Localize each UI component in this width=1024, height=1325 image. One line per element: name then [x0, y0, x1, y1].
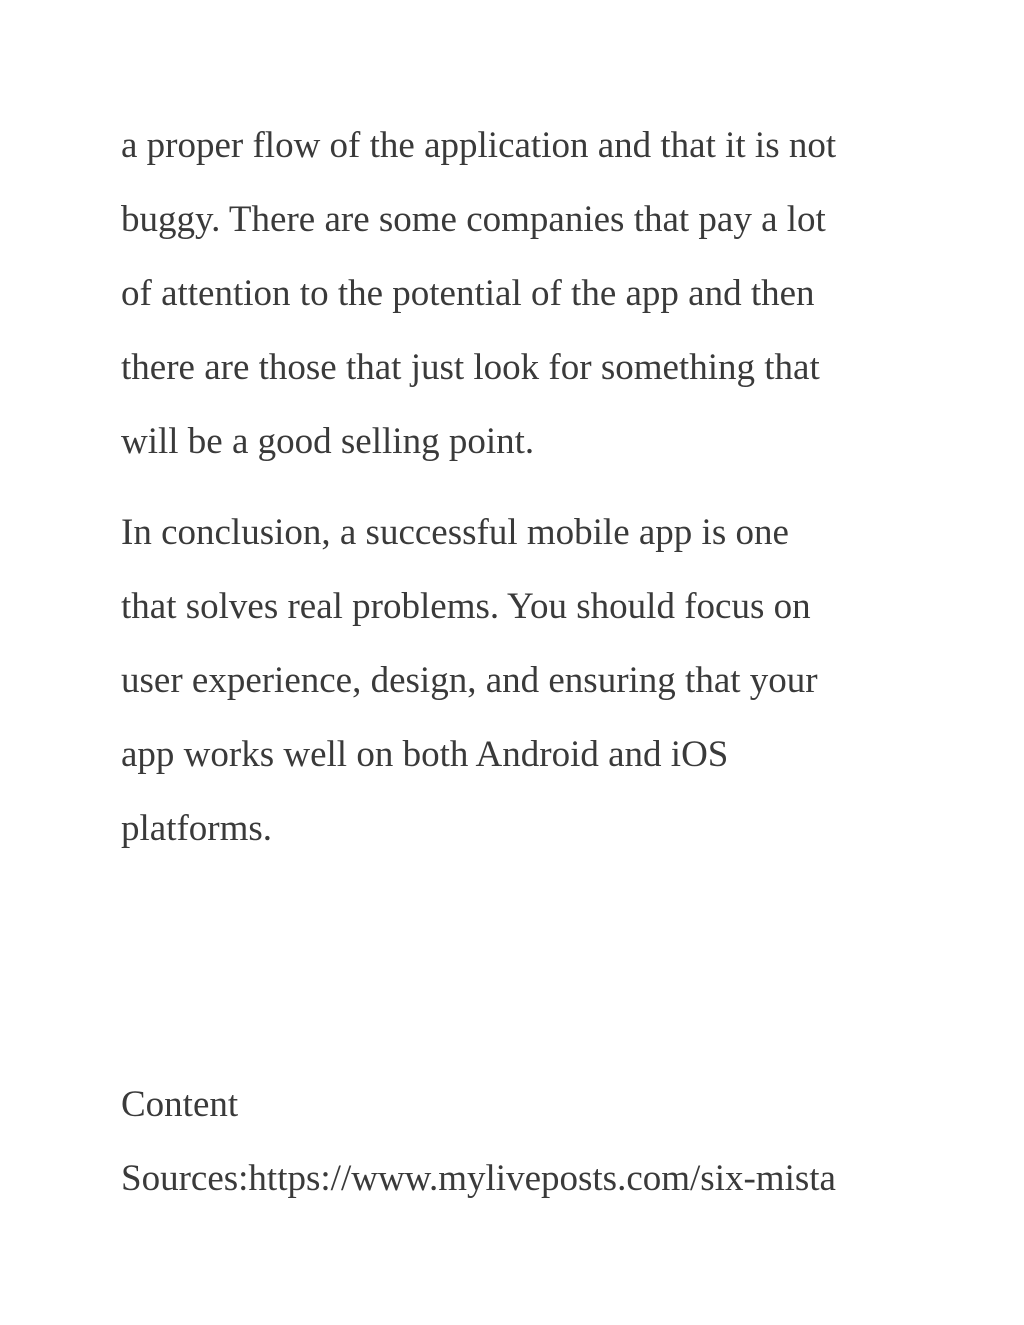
paragraph-1 [121, 109, 911, 479]
paragraph-line: of attention to the potential of the app and then [121, 273, 815, 314]
paragraph-line: buggy. There are some companies that pay a lot [121, 199, 826, 240]
paragraph-line: app works well on both Android and iOS [121, 734, 729, 775]
paragraph-line: that solves real problems. You should focus on [121, 586, 811, 627]
paragraph-line: there are those that just look for something that [121, 347, 820, 388]
content-sources [121, 1068, 911, 1216]
paragraph-2 [121, 496, 911, 866]
paragraph-line: a proper flow of the application and that it is not [121, 125, 837, 166]
paragraph-line: user experience, design, and ensuring that your [121, 660, 818, 701]
paragraph-line: platforms. [121, 808, 273, 849]
sources-label: Content [121, 1084, 239, 1125]
paragraph-line: In conclusion, a successful mobile app is one [121, 512, 789, 553]
sources-link[interactable]: Sources:https://www.myliveposts.com/six-mista [121, 1158, 836, 1199]
paragraph-line: will be a good selling point. [121, 421, 535, 462]
